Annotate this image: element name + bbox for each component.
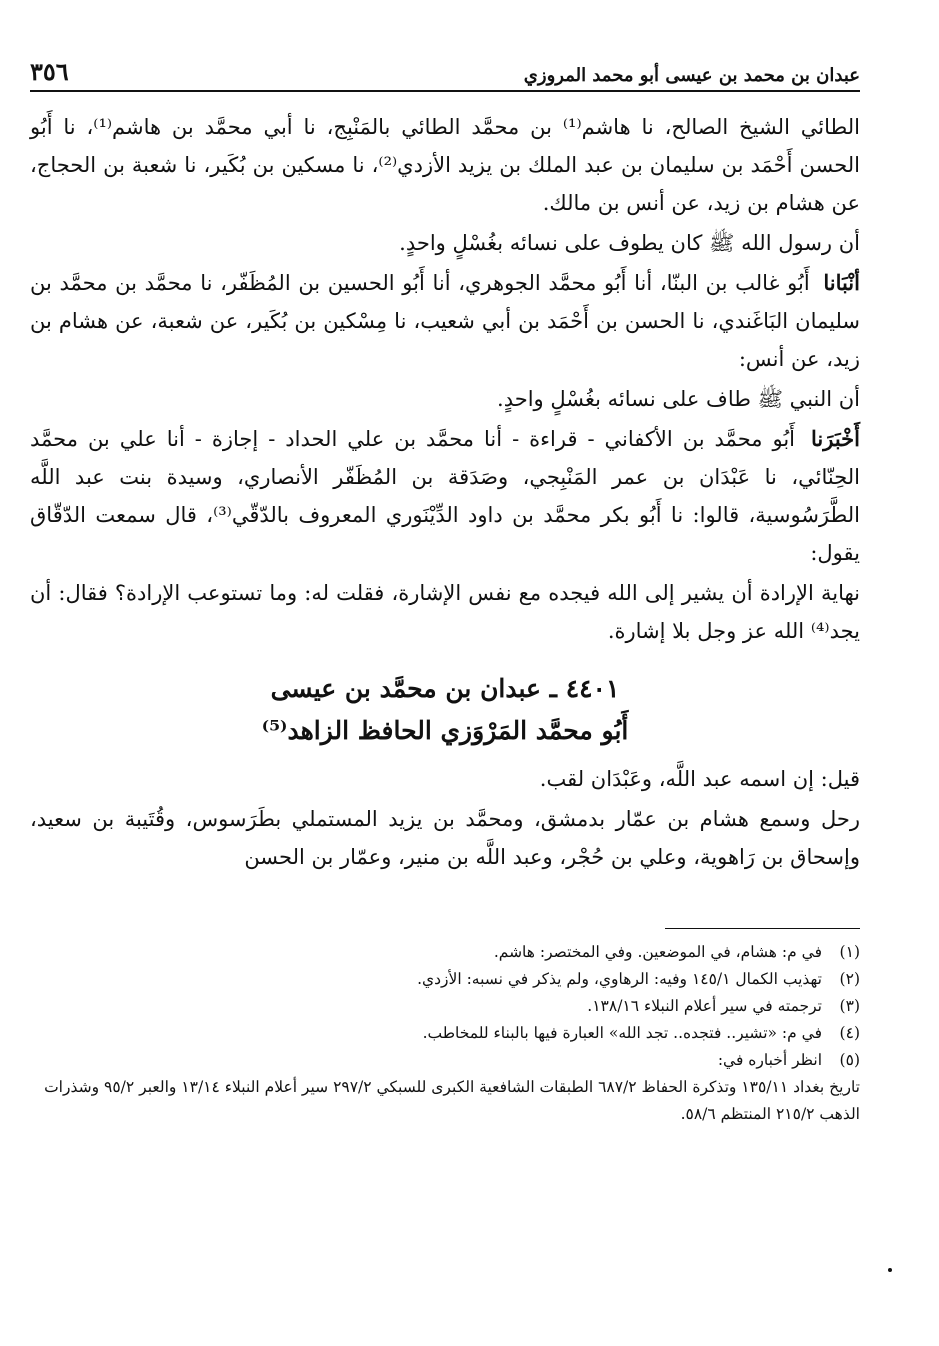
footnote [30, 993, 860, 1020]
paragraph [30, 224, 860, 262]
footnote-number: (٣) [839, 997, 860, 1015]
footnote-continuation: تاريخ بغداد ١٣٥/١١ وتذكرة الحفاظ ٦٨٧/٢ الطبقات الشافعية الكبرى للسبكي ٢٩٧/٢ سير أعلام النبلاء ١٣/١٤ والعبر ٩٥/٢ وشذرات الذهب ٢١٥/٢ المنتظم ٥٨/٦. [44, 1078, 860, 1123]
footnote-text: تهذيب الكمال ١٤٥/١ وفيه: الرهاوي، ولم يذكر في نسبه: الأزدي. [417, 970, 822, 988]
page-number: ٣٥٦ [30, 57, 69, 86]
paragraph-lead-word: أنْبَانا [823, 270, 860, 295]
running-title: عبدان بن محمد بن عيسى أبو محمد المروزي [523, 65, 860, 86]
section-heading [30, 668, 860, 752]
paragraph-text: الطائي الشيخ الصالح، نا هاشم⁽¹⁾ بن محمَّد الطائي بالمَنْبِج، نا أبي محمَّد بن هاشم⁽¹⁾، نا أَبُو الحسن أَحْمَد بن سليمان بن عبد الملك بن يزيد الأزدي⁽²⁾، نا مسكين بن بُكَير، نا شعبة بن الحجاج، عن هشام بن زيد، عن أنس بن مالك. [30, 115, 860, 215]
paragraph [30, 420, 860, 572]
page-header [30, 48, 860, 92]
footnote [30, 1020, 860, 1047]
page-dot-mark [888, 1268, 892, 1272]
body-text [30, 108, 860, 876]
paragraph-text: أن رسول الله ﷺ كان يطوف على نسائه بغُسْلٍ واحدٍ. [399, 231, 860, 255]
paragraph [30, 380, 860, 418]
paragraph [30, 264, 860, 378]
paragraph [30, 574, 860, 650]
footnote-number: (٥) [839, 1051, 860, 1069]
paragraph-text: نهاية الإرادة أن يشير إلى الله فيجده مع نفس الإشارة، فقلت له: وما تستوعب الإرادة؟ فقال: أن يجد⁽⁴⁾ الله عز وجل بلا إشارة. [30, 581, 860, 643]
footnote [30, 939, 860, 966]
paragraph-text: أَبُو محمَّد بن الأكفاني - قراءة - أنا محمَّد بن علي الحداد - إجازة - أنا علي بن محمَّد الحِنّائي، نا عَبْدَان بن عمر المَنْبِجي، وصَدَقة بن المُظَفّر الأنصاري، وسيدة بنت عبد اللَّه الطَّرَسُوسية، قالوا: نا أَبُو بكر محمَّد بن داود الدِّيْنَوري المعروف بالدّقّي⁽³⁾، قال سمعت الدّقّاق يقول: [30, 427, 860, 565]
footnote-text: في م: هشام، في الموضعين. وفي المختصر: هاشم. [493, 943, 822, 961]
paragraph-lead-word: أَخْبَرَنا [811, 426, 860, 451]
section-title-line1: ٤٤٠١ ـ عبدان بن محمَّد بن عيسى [270, 674, 620, 703]
document-page [30, 48, 860, 1128]
paragraph-text: رحل وسمع هشام بن عمّار بدمشق، ومحمَّد بن يزيد المستملي بطَرَسوس، وقُتَيبة بن سعيد، وإسحاق بن رَاهوية، وعلي بن حُجْر، وعبد اللَّه بن منير، وعمّار بن الحسن [30, 807, 860, 869]
section-title-line2: أَبُو محمَّد المَرْوَزي الحافظ الزاهد⁽⁵⁾ [261, 716, 629, 745]
section-paragraph [30, 800, 860, 876]
footnote-number: (٤) [839, 1024, 860, 1042]
paragraph [30, 108, 860, 222]
footnote-divider [665, 928, 860, 929]
footnote-text: انظر أخباره في: [717, 1051, 822, 1069]
footnotes [30, 939, 860, 1128]
section-paragraph [30, 760, 860, 798]
footnote-number: (١) [839, 943, 860, 961]
paragraph-text: أَبُو غالب بن البنّا، أنا أَبُو محمَّد الجوهري، أنا أَبُو الحسين بن المُظَفّر، نا محمَّد بن محمَّد بن سليمان البَاغَندي، نا الحسن بن أَحْمَد بن أبي شعيب، نا مِسْكين بن بُكَير، عن شعبة، عن هشام بن زيد، عن أنس: [30, 271, 860, 371]
footnote-number: (٢) [839, 970, 860, 988]
footnote [30, 1047, 860, 1074]
footnote [30, 966, 860, 993]
footnote-text: في م: «تشير.. فتجده.. تجد الله» العبارة فيها بالبناء للمخاطب. [422, 1024, 822, 1042]
paragraph-text: أن النبي ﷺ طاف على نسائه بغُسْلٍ واحدٍ. [497, 387, 860, 411]
footnote-text: ترجمته في سير أعلام النبلاء ١٣٨/١٦. [587, 997, 822, 1015]
paragraph-text: قيل: إن اسمه عبد اللَّه، وعَبْدَان لقب. [539, 767, 860, 791]
